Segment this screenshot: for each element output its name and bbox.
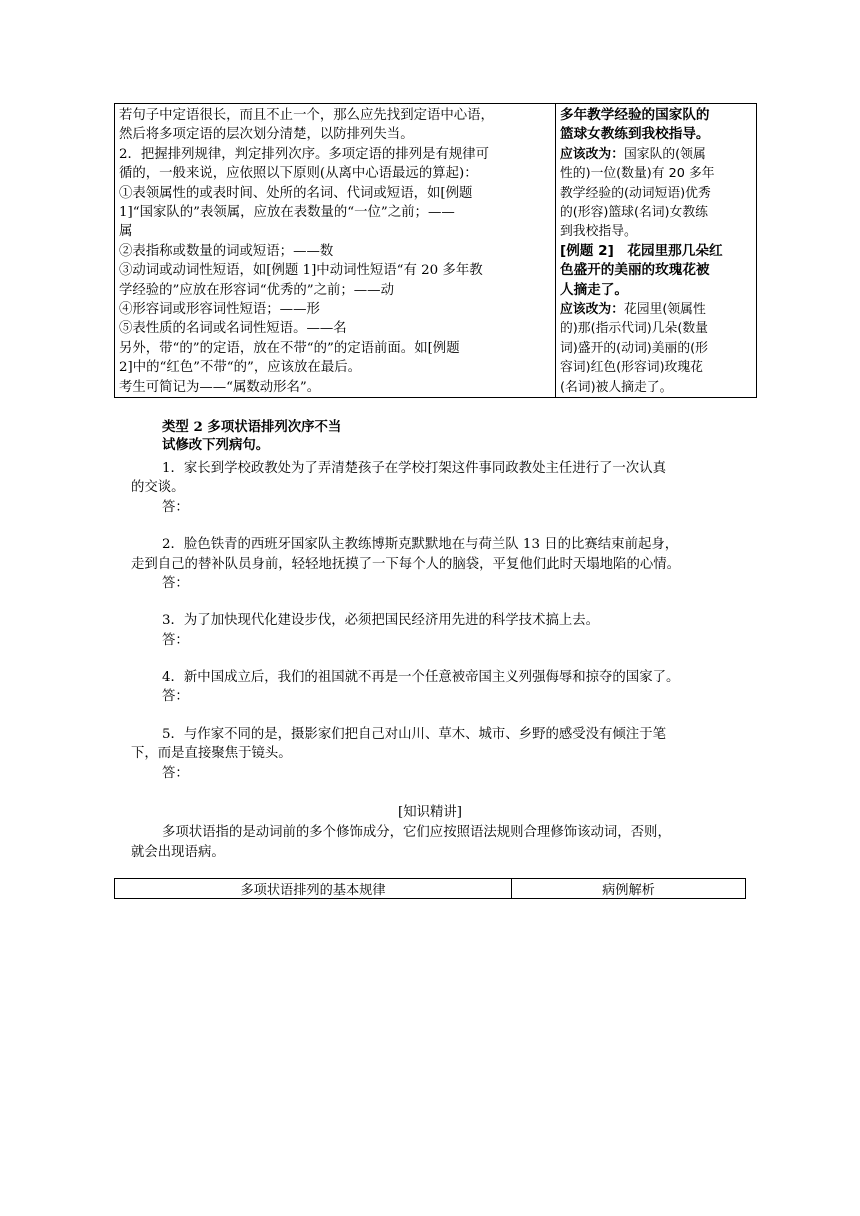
example-text: 教学经验的(动词短语)优秀 [560,185,711,201]
example-text: 色盛开的美丽的玫瑰花被 [560,262,710,279]
answer-label: 答： [162,500,189,515]
example-text: 多年教学经验的国家队的 [560,107,710,123]
attributive-rules-table [114,103,757,398]
knowledge-title: [知识精讲] [397,805,462,820]
rules-text-line: ④形容词或形容词性短语；——形 [119,302,320,318]
correction-prefix: 应该改为： [560,146,624,162]
rules-text-line: 学经验的”应放在形容词“优秀的”之前；——动 [119,282,394,298]
rules-text-line: 考生可简记为——“属数动形名”。 [119,379,321,395]
knowledge-paragraph-line-1: 多项状语指的是动词前的多个修饰成分，它们应按照语法规则合理修饰该动词，否则， [162,825,671,840]
rules-text-line: ③动词或动词性短语，如[例题 1]中动词性短语“有 20 多年教 [119,263,483,279]
example-text: 到我校指导。 [560,224,637,240]
example-text-line [560,378,752,397]
example-text: 人摘走了。 [560,281,628,298]
example-text-line [560,242,752,261]
correction-prefix: 应该改为： [560,302,624,318]
example-text-line [560,203,752,222]
column-header-rules: 多项状语排列的基本规律 [115,879,512,899]
rules-explanation-cell [115,104,556,398]
rules-text-line: ⑤表性质的名词或名词性短语。——名 [119,321,347,337]
example-text-line [560,281,752,300]
type2-title: 类型 2 多项状语排列次序不当 [162,419,342,435]
rules-text-line: 属 [119,224,133,240]
adverbial-rules-table [114,878,746,899]
example-text: 的(形容)篮球(名词)女教练 [560,205,708,221]
example-text: [例题 2] 花园里那几朵红 [560,242,723,259]
question-1-line-1: 1．家长到学校政教处为了弄清楚孩子在学校打架这件事同政教处主任进行了一次认真 [162,461,666,476]
example-text-line [560,222,752,241]
example-text: 篮球女教练到我校指导。 [560,126,710,143]
example-text-line [560,106,752,125]
example-text: 的)那(指示代词)几朵(数量 [560,321,708,337]
rules-text-line: 然后将多项定语的层次划分清楚，以防排列失当。 [119,127,414,143]
example-text: 性的)一位(数量)有 20 多年 [560,166,715,182]
example-text-line [560,300,752,319]
rules-text-line: 另外，带“的”的定语，放在不带“的”的定语前面。如[例题 [119,340,460,356]
question-2-line-2: 走到自己的替补队员身前，轻轻地抚摸了一下每个人的脑袋，平复他们此时天塌地陷的心情。 [131,557,681,572]
example-text-line [560,339,752,358]
answer-label: 答： [162,689,189,704]
example-text-line [560,261,752,280]
example-text-line [560,125,752,144]
question-4: 4．新中国成立后，我们的祖国就不再是一个任意被帝国主义列强侮辱和掠夺的国家了。 [162,670,680,685]
example-text: 国家队的(领属 [623,146,706,162]
question-2-line-1: 2．脸色铁青的西班牙国家队主教练博斯克默默地在与荷兰队 13 日的比赛结束前起身， [162,537,679,552]
example-text-line [560,184,752,203]
example-text: (名词)被人摘走了。 [560,379,673,395]
answer-label: 答： [162,633,189,648]
instruction-text: 试修改下列病句。 [162,437,270,453]
knowledge-paragraph-line-2: 就会出现语病。 [131,845,225,860]
rules-text-line: 循的，一般来说，应依照以下原则(从离中心语最远的算起)： [119,166,478,182]
rules-text-line: ①表领属性的或表时间、处所的名词、代词或短语，如[例题 [119,185,473,201]
question-5-line-1: 5．与作家不同的是，摄影家们把自己对山川、草木、城市、乡野的感受没有倾注于笔 [162,727,666,742]
example-analysis-cell [556,104,757,398]
answer-label: 答： [162,576,189,591]
rules-text-line: 2．把握排列规律，判定排列次序。多项定语的排列是有规律可 [119,146,490,162]
rules-text-line: 2]中的“红色”不带“的”，应该放在最后。 [119,360,361,376]
question-5-line-2: 下，而是直接聚焦于镜头。 [131,746,292,761]
example-text-line [560,164,752,183]
example-text: 容词)红色(形容词)玫瑰花 [560,360,703,376]
example-text-line [560,145,752,164]
example-text: 词)盛开的(动词)美丽的(形 [560,340,708,356]
example-text-line [560,319,752,338]
answer-label: 答： [162,766,189,781]
rules-text-line: ②表指称或数量的词或短语；——数 [119,243,334,259]
column-header-analysis: 病例解析 [512,879,746,899]
rules-text-line: 若句子中定语很长，而且不止一个，那么应先找到定语中心语， [119,108,494,123]
example-text: 花园里(领属性 [623,302,706,318]
rules-text-line: 1]“国家队的”表领属，应放在表数量的“一位”之前；—— [119,205,455,221]
question-1-line-2: 的交谈。 [131,480,185,495]
example-text-line [560,358,752,377]
question-3: 3．为了加快现代化建设步伐，必须把国民经济用先进的科学技术搞上去。 [162,613,600,628]
